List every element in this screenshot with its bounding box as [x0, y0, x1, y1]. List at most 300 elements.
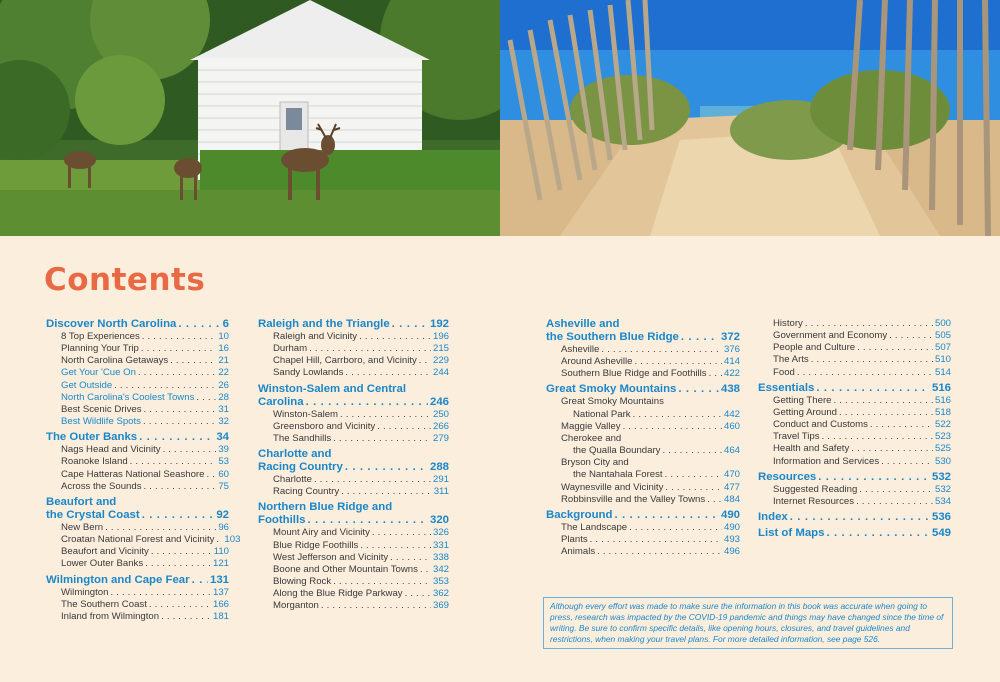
toc-entry [46, 599, 229, 611]
toc-entry-label: Charlotte [273, 474, 312, 486]
toc-entry-label: Morganton [273, 600, 319, 612]
toc-entry-label: West Jefferson and Vicinity [273, 551, 389, 563]
toc-entry-label: Get Outside [61, 379, 113, 391]
toc-page-number: 518 [934, 406, 951, 418]
leader-dots [870, 419, 933, 431]
toc-entry [258, 474, 449, 486]
toc-entry [258, 600, 449, 612]
toc-entry [546, 522, 740, 534]
toc-entry [258, 355, 449, 367]
toc-entry-label: Travel Tips [773, 431, 820, 443]
toc-section-label: the Crystal Coast [46, 508, 140, 521]
toc-entry-label: Suggested Reading [773, 483, 858, 495]
toc-page-number: 60 [218, 468, 229, 480]
toc-entry-label: Health and Safety [773, 443, 850, 455]
leader-dots [196, 392, 216, 404]
toc-page-number: 438 [720, 383, 740, 396]
leader-dots [130, 456, 217, 468]
toc-section-label: Index [758, 511, 788, 524]
leader-dots [216, 534, 222, 546]
toc-page-number: 460 [723, 420, 740, 432]
leader-dots [333, 433, 431, 445]
toc-entry [546, 421, 740, 433]
toc-entry [46, 558, 229, 570]
toc-page-number: 326 [432, 527, 449, 539]
toc-page-number: 103 [224, 534, 241, 546]
toc-page-number: 464 [723, 445, 740, 457]
leader-dots [143, 416, 216, 428]
toc-page-number: 477 [723, 481, 740, 493]
toc-entry [46, 456, 229, 468]
toc-entry-label: Planning Your Trip [61, 343, 139, 355]
leader-dots [170, 355, 216, 367]
toc-entry-label: Mount Airy and Vicinity [273, 527, 370, 539]
toc-page-number: 376 [723, 344, 740, 355]
toc-section-label: Beaufort and [46, 495, 117, 508]
toc-entry-label: Get Your 'Cue On [61, 367, 136, 379]
toc-column-1 [46, 318, 241, 623]
toc-entry-label: Internet Resources [773, 495, 855, 507]
toc-entry-label: Sandy Lowlands [273, 367, 344, 379]
leader-dots [709, 368, 722, 380]
leader-dots [309, 343, 431, 355]
toc-page-number: 39 [218, 444, 229, 456]
toc-entry-label: Plants [561, 534, 588, 546]
toc-entry-label: Asheville [561, 344, 600, 355]
toc-entry [758, 354, 951, 366]
toc-entry [546, 546, 740, 558]
toc-entry-label: Blowing Rock [273, 576, 332, 588]
toc-page-number: 32 [218, 416, 229, 428]
toc-entry-label: Racing Country [273, 486, 340, 498]
toc-page-number: 10 [218, 331, 229, 342]
toc-entry-label: Inland from Wilmington [61, 610, 160, 622]
toc-entry [46, 587, 229, 599]
leader-dots [405, 588, 431, 600]
toc-entry-label: Wilmington [61, 586, 109, 598]
toc-entry [258, 552, 449, 564]
toc-entry [46, 392, 229, 404]
toc-section-label: Carolina [258, 395, 304, 408]
photo-beach-path [500, 0, 1000, 236]
toc-section-label: The Outer Banks [46, 431, 138, 444]
toc-page-number: 414 [723, 356, 740, 368]
toc-page-number: 250 [432, 408, 449, 420]
toc-page-number: 121 [212, 558, 229, 570]
toc-entry-label: Getting There [773, 394, 832, 406]
leader-dots [826, 527, 930, 540]
toc-page-number: 53 [218, 456, 229, 468]
toc-section-label: Resources [758, 470, 817, 483]
toc-entry-label: Bryson City and [561, 457, 629, 469]
toc-entry [258, 576, 449, 588]
toc-entry [758, 407, 951, 419]
toc-page-number: 311 [433, 486, 449, 498]
leader-dots [340, 409, 431, 421]
toc-entry [758, 456, 951, 468]
toc-entry-label: Raleigh and Vicinity [273, 331, 358, 342]
toc-page-number: 131 [209, 573, 229, 586]
toc-entry [546, 534, 740, 546]
leader-dots [834, 395, 933, 407]
toc-entry-label: Best Scenic Drives [61, 403, 142, 415]
leader-dots [359, 331, 431, 343]
leader-dots [161, 611, 211, 623]
toc-entry [758, 496, 951, 508]
toc-column-3 [546, 318, 740, 558]
toc-entry [758, 395, 951, 407]
toc-entry [46, 611, 229, 623]
toc-page-number: 490 [723, 521, 740, 533]
toc-entry-label: Beaufort and Vicinity [61, 546, 149, 558]
leader-dots [822, 431, 933, 443]
toc-page-number: 510 [934, 354, 951, 366]
toc-entry-label: The Sandhills [273, 432, 332, 444]
toc-entry [758, 330, 951, 342]
toc-page-number: 523 [934, 431, 951, 443]
toc-section-label: List of Maps [758, 527, 825, 540]
leader-dots [145, 558, 211, 570]
toc-entry [46, 469, 229, 481]
toc-entry-label: People and Culture [773, 342, 856, 354]
toc-entry-label: Along the Blue Ridge Parkway [273, 588, 403, 600]
toc-page-number: 215 [432, 343, 449, 355]
toc-page-number: 516 [934, 394, 951, 406]
toc-page-number: 137 [212, 586, 229, 598]
leader-dots [857, 342, 933, 354]
leader-dots [144, 404, 217, 416]
toc-page-number: 516 [931, 381, 951, 394]
toc-page-number: 288 [429, 461, 449, 474]
leader-dots [707, 494, 722, 506]
leader-dots [665, 482, 722, 494]
toc-entry [258, 486, 449, 498]
toc-page-number: 372 [720, 331, 740, 343]
toc-page-number: 34 [216, 431, 229, 444]
toc-entry-label: Across the Sounds [61, 480, 142, 492]
toc-page-number: 496 [723, 546, 740, 558]
toc-entry-label: History [773, 318, 803, 329]
toc-page-number: 514 [934, 366, 951, 378]
toc-page-number: 530 [934, 455, 951, 467]
toc-entry [758, 431, 951, 443]
toc-entry [258, 343, 449, 355]
toc-entry-label: Food [773, 366, 795, 378]
toc-entry-label: Blue Ridge Foothills [273, 539, 359, 551]
toc-page-number: 525 [934, 443, 951, 455]
toc-section [46, 574, 229, 587]
toc-entry [46, 481, 229, 493]
toc-entry-label: Government and Economy [773, 330, 888, 342]
leader-dots [206, 469, 216, 481]
toc-entry-label: The Landscape [561, 521, 628, 533]
toc-entry-label: Greensboro and Vicinity [273, 420, 376, 432]
toc-entry-label: Waynesville and Vicinity [561, 481, 664, 493]
leader-dots [105, 522, 216, 534]
leader-dots [307, 514, 428, 527]
toc-entry [546, 344, 740, 356]
leader-dots [333, 576, 431, 588]
toc-page-number: 31 [218, 403, 229, 415]
toc-entry [258, 564, 449, 576]
toc-page-number: 246 [429, 395, 449, 408]
toc-entry-label: New Bern [61, 521, 104, 533]
toc-page-number: 532 [934, 483, 951, 495]
toc-entry-label: Chapel Hill, Carrboro, and Vicinity [273, 355, 417, 367]
leader-dots [151, 546, 212, 558]
toc-section [546, 383, 740, 396]
toc-entry [46, 522, 229, 534]
toc-entry-label: 8 Top Experiences [61, 331, 140, 342]
toc-page-number: 181 [212, 610, 229, 622]
toc-entry [546, 482, 740, 494]
toc-entry [46, 546, 229, 558]
toc-entry [546, 356, 740, 368]
toc-page-number: 442 [723, 408, 740, 420]
toc-page-number: 353 [432, 576, 449, 588]
leader-dots [859, 484, 933, 496]
leader-dots [372, 527, 431, 539]
toc-section-label: Background [546, 508, 613, 521]
toc-section-label: Wilmington and Cape Fear [46, 573, 190, 586]
toc-entry [758, 342, 951, 354]
leader-dots [797, 367, 933, 379]
toc-entry [46, 404, 229, 416]
toc-section [46, 431, 229, 444]
toc-page-number: 369 [432, 600, 449, 612]
toc-section [758, 382, 951, 395]
toc-entry-label: The Southern Coast [61, 598, 147, 610]
toc-entry [258, 527, 449, 539]
toc-page-number: 331 [432, 539, 449, 551]
leader-dots [390, 552, 431, 564]
leader-dots [341, 486, 432, 498]
leader-dots [141, 343, 216, 355]
toc-section-label: Essentials [758, 381, 815, 394]
toc-entry-label: Croatan National Forest and Vicinity [61, 534, 215, 546]
leader-dots [345, 367, 431, 379]
toc-entry-label: Winston-Salem [273, 408, 339, 420]
toc-entry-label: Maggie Valley [561, 420, 621, 432]
toc-page-number: 291 [432, 474, 449, 486]
toc-entry [258, 367, 449, 379]
toc-entry-label: North Carolina Getaways [61, 355, 169, 367]
toc-page-number: 279 [432, 432, 449, 444]
toc-entry [258, 409, 449, 421]
toc-section-label: Charlotte and [258, 448, 332, 461]
toc-entry [46, 444, 229, 456]
leader-dots [856, 496, 933, 508]
toc-column-4 [758, 318, 951, 540]
toc-entry-label: the Qualla Boundary [573, 445, 661, 457]
toc-section [46, 318, 229, 331]
leader-dots [805, 318, 933, 330]
leader-dots [790, 511, 930, 524]
toc-entry [758, 484, 951, 496]
toc-section [258, 448, 449, 474]
leader-dots [139, 431, 214, 444]
leader-dots [192, 574, 208, 587]
leader-dots [629, 522, 722, 534]
toc-page-number: 21 [218, 355, 229, 367]
toc-page-number: 229 [432, 355, 449, 367]
toc-page-number: 6 [222, 318, 229, 330]
toc-section-label: the Southern Blue Ridge [546, 331, 679, 343]
toc-page-number: 96 [218, 521, 229, 533]
leader-dots [590, 534, 722, 546]
leader-dots [345, 461, 428, 474]
toc-section [758, 471, 951, 484]
toc-page-number: 110 [213, 546, 229, 558]
toc-page-number: 16 [218, 343, 229, 355]
leader-dots [601, 344, 722, 356]
leader-dots [662, 445, 722, 457]
leader-dots [633, 409, 722, 421]
toc-section [758, 527, 951, 540]
toc-page-number: 338 [432, 551, 449, 563]
toc-entry [258, 540, 449, 552]
toc-page-number: 92 [216, 508, 229, 521]
leader-dots [839, 407, 933, 419]
toc-entry [258, 331, 449, 343]
leader-dots [144, 481, 217, 493]
leader-dots [360, 540, 431, 552]
toc-entry-label: National Park [573, 408, 631, 420]
leader-dots [142, 509, 215, 522]
toc-entry-label: Nags Head and Vicinity [61, 444, 161, 456]
toc-page-number: 192 [429, 318, 449, 330]
leader-dots [597, 546, 722, 558]
covid-disclaimer-note: Although every effort was made to make sure the information in this book was accurate when going to press, research was impacted by the COVID-19 pandemic and things may have changed since the time of writing. Be sure to confirm specific details, like opening hours, closures, and travel guidelines and restrictions, when making your travel plans. For more detailed information, see page 526. [543, 597, 953, 649]
toc-section [546, 318, 740, 344]
toc-page-number: 493 [723, 534, 740, 546]
toc-entry-label: Robbinsville and the Valley Towns [561, 493, 706, 505]
leader-dots [314, 474, 431, 486]
toc-entry-label: Lower Outer Banks [61, 558, 144, 570]
leader-dots [377, 421, 431, 433]
leader-dots [178, 318, 220, 331]
toc-section [546, 509, 740, 522]
toc-section-label: Great Smoky Mountains [546, 383, 677, 396]
toc-page-number: 22 [218, 367, 229, 379]
leader-dots [138, 367, 216, 379]
toc-entry-label: the Nantahala Forest [573, 469, 663, 481]
toc-page-number: 505 [934, 330, 951, 342]
leader-dots [851, 443, 933, 455]
toc-section [758, 511, 951, 524]
toc-section-label: Winston-Salem and Central [258, 382, 406, 395]
toc-page-number: 342 [432, 563, 449, 575]
toc-entry-label: Animals [561, 546, 596, 558]
toc-section-label: Racing Country [258, 461, 343, 474]
leader-dots [142, 331, 217, 343]
toc-entry [546, 368, 740, 380]
toc-page-number: 422 [723, 368, 740, 380]
leader-dots [306, 396, 428, 409]
toc-page-number: 507 [934, 342, 951, 354]
toc-page-number: 549 [931, 527, 951, 540]
leader-dots [392, 318, 428, 331]
toc-entry [758, 443, 951, 455]
toc-section [258, 318, 449, 331]
toc-page-number: 266 [432, 420, 449, 432]
toc-section-label: Discover North Carolina [46, 318, 177, 330]
toc-section-label: Northern Blue Ridge and [258, 501, 393, 514]
toc-page-number: 196 [432, 331, 449, 342]
toc-entry [258, 588, 449, 600]
leader-dots [614, 509, 719, 522]
toc-entry-label: Durham [273, 343, 308, 355]
leader-dots [149, 599, 211, 611]
toc-entry [546, 396, 740, 420]
toc-page-number: 75 [218, 480, 229, 492]
toc-entry [46, 534, 241, 546]
leader-dots [110, 587, 211, 599]
toc-section-label: Raleigh and the Triangle [258, 318, 390, 330]
toc-entry-label: Getting Around [773, 406, 838, 418]
toc-section-label: Asheville and [546, 318, 620, 330]
toc-page-number: 470 [723, 469, 740, 481]
toc-entry [46, 416, 229, 428]
toc-entry-label: Information and Services [773, 455, 880, 467]
toc-page-number: 244 [432, 367, 449, 379]
toc-section-label: Foothills [258, 514, 306, 527]
toc-entry [546, 457, 740, 481]
toc-entry [258, 433, 449, 445]
toc-page-number: 500 [934, 318, 951, 329]
toc-entry-label: Great Smoky Mountains [561, 396, 664, 408]
leader-dots [634, 356, 722, 368]
toc-entry [258, 421, 449, 433]
toc-page-number: 166 [212, 598, 229, 610]
toc-entry-label: Cherokee and [561, 432, 622, 444]
toc-page-number: 534 [934, 495, 951, 507]
toc-page-number: 490 [720, 508, 740, 521]
toc-entry-label: Roanoke Island [61, 456, 128, 468]
toc-entry-label: Best Wildlife Spots [61, 416, 141, 428]
toc-page-number: 28 [218, 391, 229, 403]
toc-entry [46, 367, 229, 379]
toc-entry-label: Southern Blue Ridge and Foothills [561, 368, 707, 380]
toc-page-number: 532 [931, 470, 951, 483]
toc-entry-label: The Arts [773, 354, 809, 366]
leader-dots [114, 380, 216, 392]
toc-page-number: 26 [218, 379, 229, 391]
page-title: Contents [44, 262, 206, 298]
toc-entry-label: Conduct and Customs [773, 419, 868, 431]
leader-dots [419, 355, 431, 367]
leader-dots [681, 331, 719, 344]
leader-dots [889, 330, 933, 342]
toc-page-number: 536 [931, 511, 951, 524]
leader-dots [321, 600, 431, 612]
toc-entry [758, 419, 951, 431]
toc-entry [46, 355, 229, 367]
toc-entry [46, 331, 229, 343]
toc-section [258, 383, 449, 409]
leader-dots [163, 444, 217, 456]
photo-schoolhouse-elk [0, 0, 500, 236]
toc-entry [758, 367, 951, 379]
toc-entry-label: Boone and Other Mountain Towns [273, 563, 418, 575]
toc-entry-label: Cape Hatteras National Seashore [61, 468, 205, 480]
leader-dots [818, 471, 930, 484]
toc-page-number: 362 [432, 588, 449, 600]
toc-page-number: 522 [934, 419, 951, 431]
leader-dots [420, 564, 431, 576]
toc-page-number: 320 [429, 514, 449, 527]
leader-dots [678, 383, 719, 396]
